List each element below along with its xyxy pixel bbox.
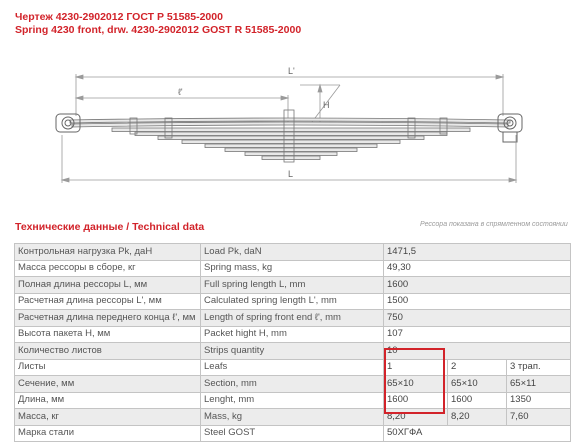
cell-v1: 107 (384, 326, 571, 343)
leaf-spring-drawing (0, 40, 585, 215)
table-row (15, 425, 571, 442)
cell-ru: Марка стали (15, 425, 201, 442)
cell-ru: Высота пакета H, мм (15, 326, 201, 343)
cell-en: Calculated spring length L', mm (201, 293, 384, 310)
cell-en: Full spring length L, mm (201, 277, 384, 294)
cell-v2: 8,20 (448, 409, 507, 426)
cell-v1: 8,20 (384, 409, 448, 426)
table-row (15, 376, 571, 393)
cell-v1: 1 (384, 359, 448, 376)
cell-ru: Полная длина рессоры L, мм (15, 277, 201, 294)
spring-eye-right (498, 114, 522, 142)
table-row (15, 260, 571, 277)
cell-ru: Сечение, мм (15, 376, 201, 393)
cell-ru: Масса рессоры в сборе, кг (15, 260, 201, 277)
cell-en: Length of spring front end ℓ', mm (201, 310, 384, 327)
cell-ru: Расчетная длина рессоры L', мм (15, 293, 201, 310)
cell-en: Load Pk, daN (201, 244, 384, 261)
drawing-title-ru: Чертеж 4230-2902012 ГОСТ Р 51585-2000 (15, 11, 223, 23)
cell-ru: Масса, кг (15, 409, 201, 426)
cell-v1: 65×10 (384, 376, 448, 393)
technical-data-table (14, 243, 571, 442)
cell-en: Steel GOST (201, 425, 384, 442)
cell-en: Leafs (201, 359, 384, 376)
cell-v1: 10 (384, 343, 571, 360)
cell-v3: 7,60 (507, 409, 571, 426)
cell-v3: 3 трап. (507, 359, 571, 376)
table-row (15, 392, 571, 409)
label-L-prime: L' (288, 66, 295, 76)
table-row (15, 293, 571, 310)
cell-ru: Длина, мм (15, 392, 201, 409)
cell-en: Strips quantity (201, 343, 384, 360)
cell-v1: 750 (384, 310, 571, 327)
label-l-prime: ℓ' (178, 87, 183, 97)
cell-v1: 50ХГФА (384, 425, 571, 442)
cell-en: Lenght, mm (201, 392, 384, 409)
cell-v3: 1350 (507, 392, 571, 409)
label-H: H (323, 100, 330, 110)
table-row (15, 310, 571, 327)
dimension-H (300, 85, 340, 122)
cell-en: Section, mm (201, 376, 384, 393)
cell-v1: 1600 (384, 392, 448, 409)
table-row (15, 359, 571, 376)
cell-ru: Количество листов (15, 343, 201, 360)
cell-v3: 65×11 (507, 376, 571, 393)
cell-v2: 1600 (448, 392, 507, 409)
cell-ru: Расчетная длина переднего конца ℓ', мм (15, 310, 201, 327)
cell-v1: 49,30 (384, 260, 571, 277)
table-row (15, 326, 571, 343)
cell-v2: 2 (448, 359, 507, 376)
label-L: L (288, 169, 294, 179)
table-row (15, 244, 571, 261)
cell-en: Mass, kg (201, 409, 384, 426)
cell-ru: Контрольная нагрузка Pk, даН (15, 244, 201, 261)
table-row (15, 277, 571, 294)
cell-v2: 65×10 (448, 376, 507, 393)
spring-leaves (70, 118, 510, 160)
cell-v1: 1471,5 (384, 244, 571, 261)
cell-en: Spring mass, kg (201, 260, 384, 277)
straightened-note: Рессора показана в спрямленном состоянии (420, 221, 568, 228)
technical-data-title: Технические данные / Technical data (15, 221, 205, 233)
drawing-title-en: Spring 4230 front, drw. 4230-2902012 GOST R 51585-2000 (15, 24, 302, 36)
table-row (15, 343, 571, 360)
cell-en: Packet hight H, mm (201, 326, 384, 343)
cell-v1: 1600 (384, 277, 571, 294)
cell-v1: 1500 (384, 293, 571, 310)
cell-ru: Листы (15, 359, 201, 376)
table-row (15, 409, 571, 426)
